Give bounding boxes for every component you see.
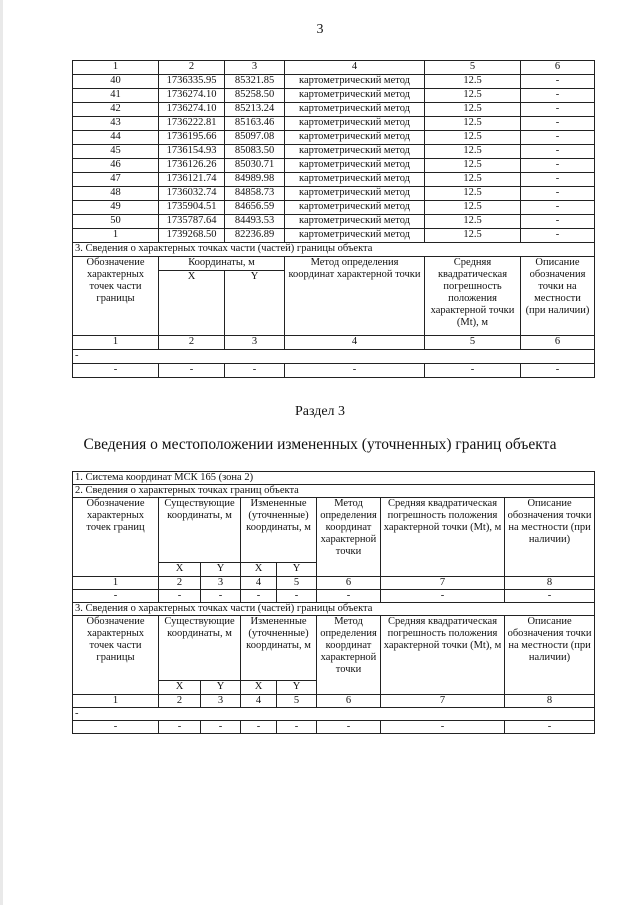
header-description: Описание обозначения точки на местности (при наличии) [521, 257, 595, 336]
point-cell: - [521, 229, 595, 243]
point-cell: 1736195.66 [159, 131, 225, 145]
point-row [73, 89, 595, 103]
point-cell: - [521, 145, 595, 159]
point-cell: - [521, 103, 595, 117]
point-cell: 1736274.10 [159, 103, 225, 117]
point-cell: 42 [73, 103, 159, 117]
point-cell: 84493.53 [225, 215, 285, 229]
dash-cell: - [381, 721, 505, 734]
point-cell: 47 [73, 173, 159, 187]
point-cell: 12.5 [425, 229, 521, 243]
point-row [73, 215, 595, 229]
col-num: 5 [277, 577, 317, 590]
header-changed: Измененные (уточненные) координаты, м [241, 616, 317, 681]
part2-dash-row [73, 590, 595, 603]
point-cell: - [521, 159, 595, 173]
point-cell: - [521, 201, 595, 215]
col-num: 7 [381, 577, 505, 590]
point-cell: - [521, 173, 595, 187]
part2-number-row [73, 577, 595, 590]
header-description: Описание обозначения точки на местности (при наличии) [505, 498, 595, 577]
point-cell: 12.5 [425, 131, 521, 145]
col-num: 5 [277, 695, 317, 708]
hdr-num: 5 [425, 336, 521, 350]
point-cell: 45 [73, 145, 159, 159]
dash-cell: - [159, 364, 225, 378]
col-num: 4 [241, 577, 277, 590]
header-designation: Обозначение характерных точек границ [73, 498, 159, 577]
point-cell: - [521, 187, 595, 201]
dash-cell: - [317, 590, 381, 603]
point-row [73, 75, 595, 89]
header-x: X [159, 271, 225, 336]
col-num: 6 [317, 695, 381, 708]
section-subheading: Сведения о местоположении измененных (уточненных) границ объекта [83, 436, 557, 453]
point-cell: 12.5 [425, 117, 521, 131]
point-cell: 1736032.74 [159, 187, 225, 201]
empty-marker-row [73, 350, 595, 364]
coordinate-system: 1. Система координат МСК 165 (зона 2) [73, 472, 595, 485]
point-row [73, 201, 595, 215]
point-cell: картометрический метод [285, 187, 425, 201]
header-method: Метод определения координат характерной точки [317, 616, 381, 695]
dash-cell: - [381, 590, 505, 603]
section-3-title-row [73, 243, 595, 257]
hdr-num: 1 [73, 336, 159, 350]
point-cell: - [521, 75, 595, 89]
point-row [73, 145, 595, 159]
point-cell: 1 [73, 229, 159, 243]
point-row [73, 187, 595, 201]
point-cell: 12.5 [425, 187, 521, 201]
hdr-num: 2 [159, 336, 225, 350]
section-heading: Раздел 3 [294, 404, 346, 419]
empty-marker: - [73, 350, 595, 364]
point-cell: картометрический метод [285, 173, 425, 187]
point-cell: картометрический метод [285, 103, 425, 117]
point-row [73, 131, 595, 145]
point-cell: 50 [73, 215, 159, 229]
point-cell: 12.5 [425, 89, 521, 103]
column-number-row [73, 61, 595, 75]
point-cell: картометрический метод [285, 89, 425, 103]
part2-title: 2. Сведения о характерных точках границ объекта [73, 485, 595, 498]
point-cell: 41 [73, 89, 159, 103]
dash-cell: - [73, 590, 159, 603]
dash-cell: - [201, 590, 241, 603]
point-cell: 85083.50 [225, 145, 285, 159]
point-cell: 85163.46 [225, 117, 285, 131]
col-num: 1 [73, 61, 159, 75]
col-num: 7 [381, 695, 505, 708]
dash-cell: - [241, 590, 277, 603]
dash-row [73, 364, 595, 378]
header-y: Y [201, 681, 241, 695]
point-cell: 1736274.10 [159, 89, 225, 103]
dash-cell: - [505, 721, 595, 734]
point-cell: 12.5 [425, 145, 521, 159]
point-cell: 1736222.81 [159, 117, 225, 131]
point-cell: 40 [73, 75, 159, 89]
point-row [73, 229, 595, 243]
point-cell: картометрический метод [285, 75, 425, 89]
header-accuracy: Средняя квадратическая погрешность положения характерной точки (Mt), м [381, 616, 505, 695]
point-cell: 1735787.64 [159, 215, 225, 229]
point-cell: 1736121.74 [159, 173, 225, 187]
header-existing: Существующие координаты, м [159, 498, 241, 563]
header-y: Y [277, 563, 317, 577]
section-3-title: 3. Сведения о характерных точках части (частей) границы объекта [73, 243, 595, 257]
header-x: X [241, 563, 277, 577]
boundary-points-table [72, 60, 595, 378]
point-cell: 84858.73 [225, 187, 285, 201]
dash-cell: - [425, 364, 521, 378]
dash-cell: - [73, 364, 159, 378]
dash-cell: - [225, 364, 285, 378]
point-cell: 1735904.51 [159, 201, 225, 215]
part3-dash-row [73, 721, 595, 734]
part3-number-row [73, 695, 595, 708]
point-cell: картометрический метод [285, 117, 425, 131]
col-num: 4 [285, 61, 425, 75]
point-cell: 85258.50 [225, 89, 285, 103]
dash-cell: - [73, 721, 159, 734]
header-number-row [73, 336, 595, 350]
col-num: 1 [73, 577, 159, 590]
col-num: 2 [159, 61, 225, 75]
point-cell: 84656.59 [225, 201, 285, 215]
point-cell: 85321.85 [225, 75, 285, 89]
point-cell: 84989.98 [225, 173, 285, 187]
point-cell: 12.5 [425, 75, 521, 89]
header-x: X [159, 681, 201, 695]
changed-boundaries-table [72, 471, 595, 734]
header-changed: Измененные (уточненные) координаты, м [241, 498, 317, 563]
col-num: 4 [241, 695, 277, 708]
point-cell: 44 [73, 131, 159, 145]
point-cell: 85097.08 [225, 131, 285, 145]
point-cell: - [521, 215, 595, 229]
point-cell: картометрический метод [285, 201, 425, 215]
point-row [73, 103, 595, 117]
header-x: X [241, 681, 277, 695]
point-cell: 1736126.26 [159, 159, 225, 173]
header-existing: Существующие координаты, м [159, 616, 241, 681]
point-cell: 1736154.93 [159, 145, 225, 159]
point-cell: 12.5 [425, 103, 521, 117]
dash-cell: - [159, 721, 201, 734]
point-cell: картометрический метод [285, 159, 425, 173]
col-num: 8 [505, 695, 595, 708]
point-cell: 12.5 [425, 159, 521, 173]
header-accuracy: Средняя квадратическая погрешность положения характерной точки (Mt), м [425, 257, 521, 336]
empty-marker: - [73, 708, 595, 721]
point-cell: 46 [73, 159, 159, 173]
part2-header-row-a [73, 498, 595, 563]
dash-cell: - [159, 590, 201, 603]
header-designation: Обозначение характерных точек части границы [73, 257, 159, 336]
point-cell: картометрический метод [285, 229, 425, 243]
point-row [73, 173, 595, 187]
point-cell: картометрический метод [285, 215, 425, 229]
col-num: 2 [159, 695, 201, 708]
dash-cell: - [521, 364, 595, 378]
col-num: 3 [201, 577, 241, 590]
col-num: 8 [505, 577, 595, 590]
hdr-num: 4 [285, 336, 425, 350]
header-y: Y [225, 271, 285, 336]
part2-title-row [73, 485, 595, 498]
col-num: 3 [201, 695, 241, 708]
dash-cell: - [277, 590, 317, 603]
point-cell: 49 [73, 201, 159, 215]
part3-title-row [73, 603, 595, 616]
point-cell: - [521, 117, 595, 131]
hdr-num: 6 [521, 336, 595, 350]
header-description: Описание обозначения точки на местности (при наличии) [505, 616, 595, 695]
col-num: 2 [159, 577, 201, 590]
header-y: Y [201, 563, 241, 577]
hdr-num: 3 [225, 336, 285, 350]
page-number: 3 [316, 22, 324, 37]
point-cell: картометрический метод [285, 131, 425, 145]
point-cell: 48 [73, 187, 159, 201]
header-y: Y [277, 681, 317, 695]
point-cell: 85213.24 [225, 103, 285, 117]
header-coords: Координаты, м [159, 257, 285, 271]
point-cell: 12.5 [425, 201, 521, 215]
header-row-a [73, 257, 595, 271]
point-row [73, 117, 595, 131]
point-cell: 12.5 [425, 215, 521, 229]
col-num: 1 [73, 695, 159, 708]
dash-cell: - [201, 721, 241, 734]
header-x: X [159, 563, 201, 577]
dash-cell: - [505, 590, 595, 603]
point-cell: 1739268.50 [159, 229, 225, 243]
header-designation: Обозначение характерных точек части границы [73, 616, 159, 695]
col-num: 3 [225, 61, 285, 75]
col-num: 6 [521, 61, 595, 75]
point-row [73, 159, 595, 173]
col-num: 5 [425, 61, 521, 75]
point-cell: 85030.71 [225, 159, 285, 173]
system-row [73, 472, 595, 485]
part3-title: 3. Сведения о характерных точках части (частей) границы объекта [73, 603, 595, 616]
header-method: Метод определения координат характерной точки [317, 498, 381, 577]
dash-cell: - [317, 721, 381, 734]
point-cell: 1736335.95 [159, 75, 225, 89]
col-num: 6 [317, 577, 381, 590]
part3-empty-marker-row [73, 708, 595, 721]
dash-cell: - [241, 721, 277, 734]
header-accuracy: Средняя квадратическая погрешность положения характерной точки (Mt), м [381, 498, 505, 577]
dash-cell: - [285, 364, 425, 378]
point-cell: 12.5 [425, 173, 521, 187]
point-cell: картометрический метод [285, 145, 425, 159]
point-cell: - [521, 131, 595, 145]
header-method: Метод определения координат характерной точки [285, 257, 425, 336]
point-cell: 82236.89 [225, 229, 285, 243]
point-cell: - [521, 89, 595, 103]
dash-cell: - [277, 721, 317, 734]
part3-header-row-a [73, 616, 595, 681]
point-cell: 43 [73, 117, 159, 131]
